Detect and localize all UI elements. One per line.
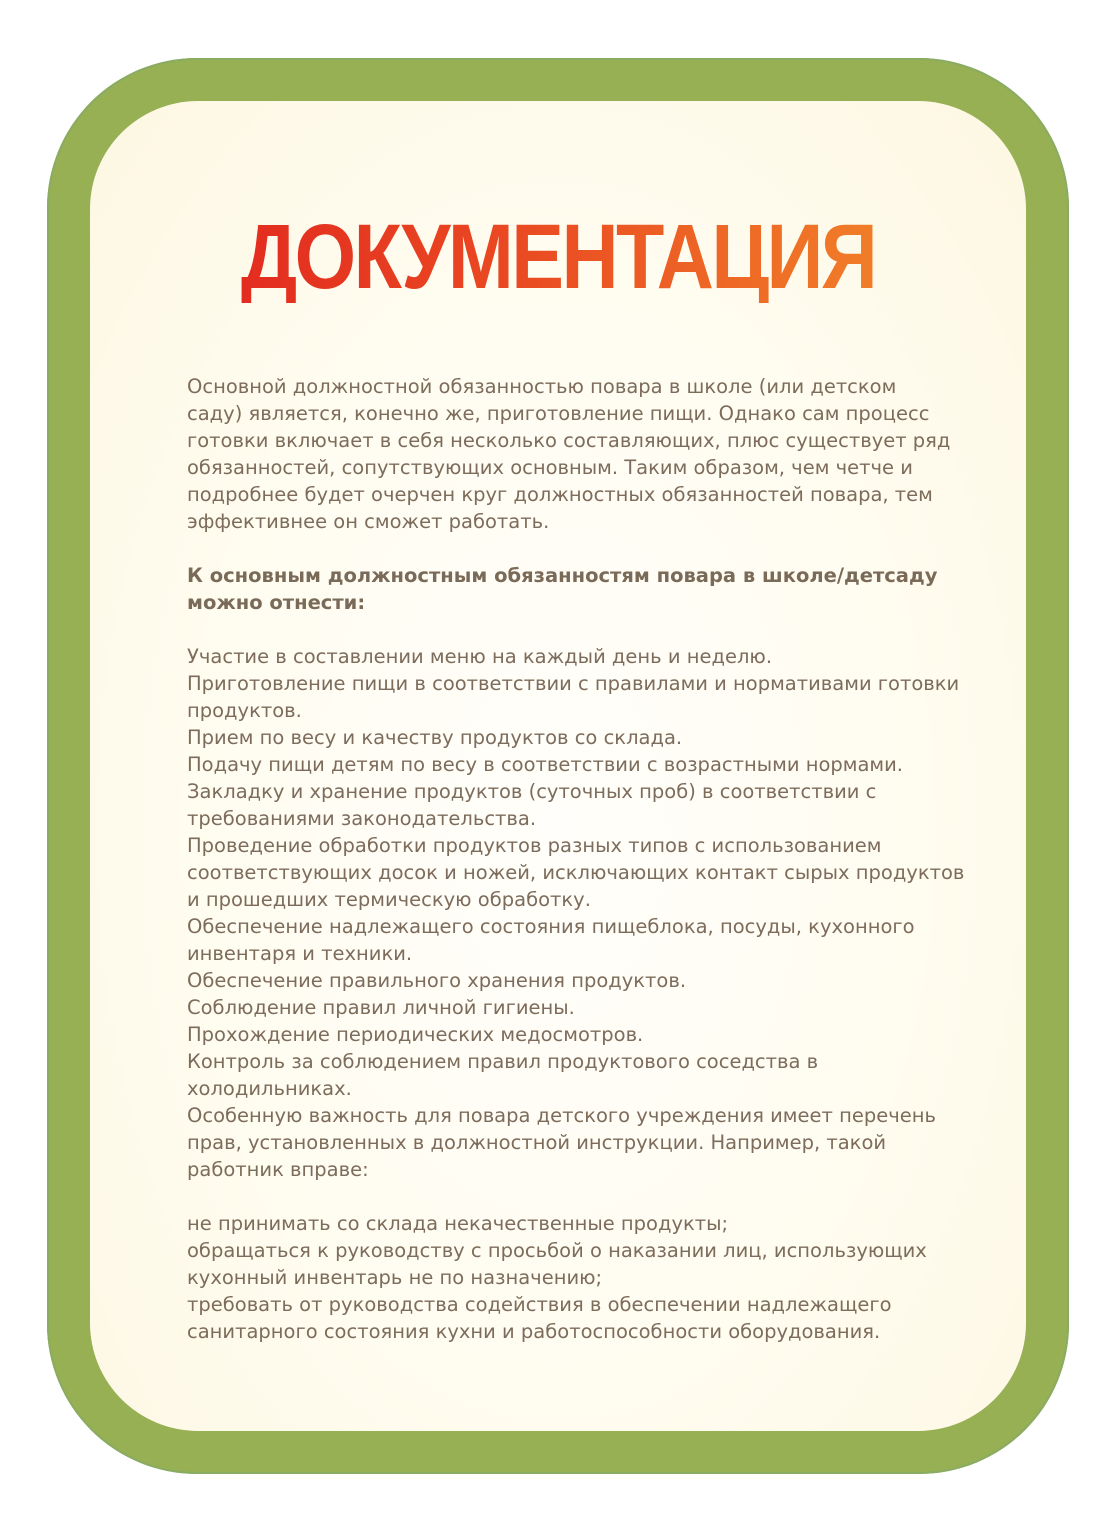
intro-line: Основной должностной обязанностью повара в школе (или детском	[187, 375, 897, 398]
intro-paragraph	[187, 373, 1067, 535]
duty-line: Соблюдение правил личной гигиены.	[187, 996, 575, 1019]
duty-line: Подачу пищи детям по весу в соответствии с возрастными нормами.	[187, 753, 903, 776]
spacer	[187, 616, 1067, 643]
heading-line: К основным должностным обязанностям повара в школе/детсаду	[187, 564, 938, 587]
document-body	[187, 373, 1067, 1345]
intro-line: обязанностей, сопутствующих основным. Таким образом, чем четче и	[187, 456, 913, 479]
duty-line: Обеспечение надлежащего состояния пищеблока, посуды, кухонного	[187, 915, 915, 938]
spacer	[187, 535, 1067, 562]
intro-line: эффективнее он сможет работать.	[187, 510, 550, 533]
duty-line: Приготовление пищи в соответствии с правилами и нормативами готовки	[187, 672, 960, 695]
duty-line: требованиями законодательства.	[187, 807, 537, 830]
heading-line: можно отнести:	[187, 591, 366, 614]
intro-line: подробнее будет очерчен круг должностных обязанностей повара, тем	[187, 483, 933, 506]
intro-line: саду) является, конечно же, приготовление пищи. Однако сам процесс	[187, 402, 930, 425]
duty-line: Особенную важность для повара детского учреждения имеет перечень	[187, 1104, 936, 1127]
duty-line: Закладку и хранение продуктов (суточных проб) в соответствии с	[187, 780, 877, 803]
duty-line: Прохождение периодических медосмотров.	[187, 1023, 644, 1046]
right-line: кухонный инвентарь не по назначению;	[187, 1266, 603, 1289]
duty-line: работник вправе:	[187, 1158, 369, 1181]
right-line: не принимать со склада некачественные продукты;	[187, 1212, 729, 1235]
duty-line: соответствующих досок и ножей, исключающих контакт сырых продуктов	[187, 861, 965, 884]
duty-line: прав, установленных в должностной инструкции. Например, такой	[187, 1131, 887, 1154]
duty-line: Контроль за соблюдением правил продуктового соседства в	[187, 1050, 819, 1073]
duty-line: Прием по весу и качеству продуктов со склада.	[187, 726, 683, 749]
intro-line: готовки включает в себя несколько составляющих, плюс существует ряд	[187, 429, 951, 452]
duty-line: Проведение обработки продуктов разных типов с использованием	[187, 834, 882, 857]
right-line: требовать от руководства содействия в обеспечении надлежащего	[187, 1293, 892, 1316]
right-line: санитарного состояния кухни и работоспособности оборудования.	[187, 1320, 881, 1343]
duty-line: холодильниках.	[187, 1077, 352, 1100]
poster-frame	[47, 58, 1069, 1474]
spacer	[187, 1183, 1067, 1210]
duty-line: и прошедших термическую обработку.	[187, 888, 591, 911]
duty-line: Обеспечение правильного хранения продуктов.	[187, 969, 687, 992]
poster-panel	[90, 101, 1026, 1431]
duties-list	[187, 643, 1067, 1183]
rights-list	[187, 1210, 1067, 1345]
duty-line: продуктов.	[187, 699, 302, 722]
right-line: обращаться к руководству с просьбой о наказании лиц, использующих	[187, 1239, 927, 1262]
duty-line: Участие в составлении меню на каждый день и неделю.	[187, 645, 773, 668]
duty-line: инвентаря и техники.	[187, 942, 413, 965]
duties-heading	[187, 562, 1067, 616]
page-title: ДОКУМЕНТАЦИЯ	[156, 211, 961, 303]
